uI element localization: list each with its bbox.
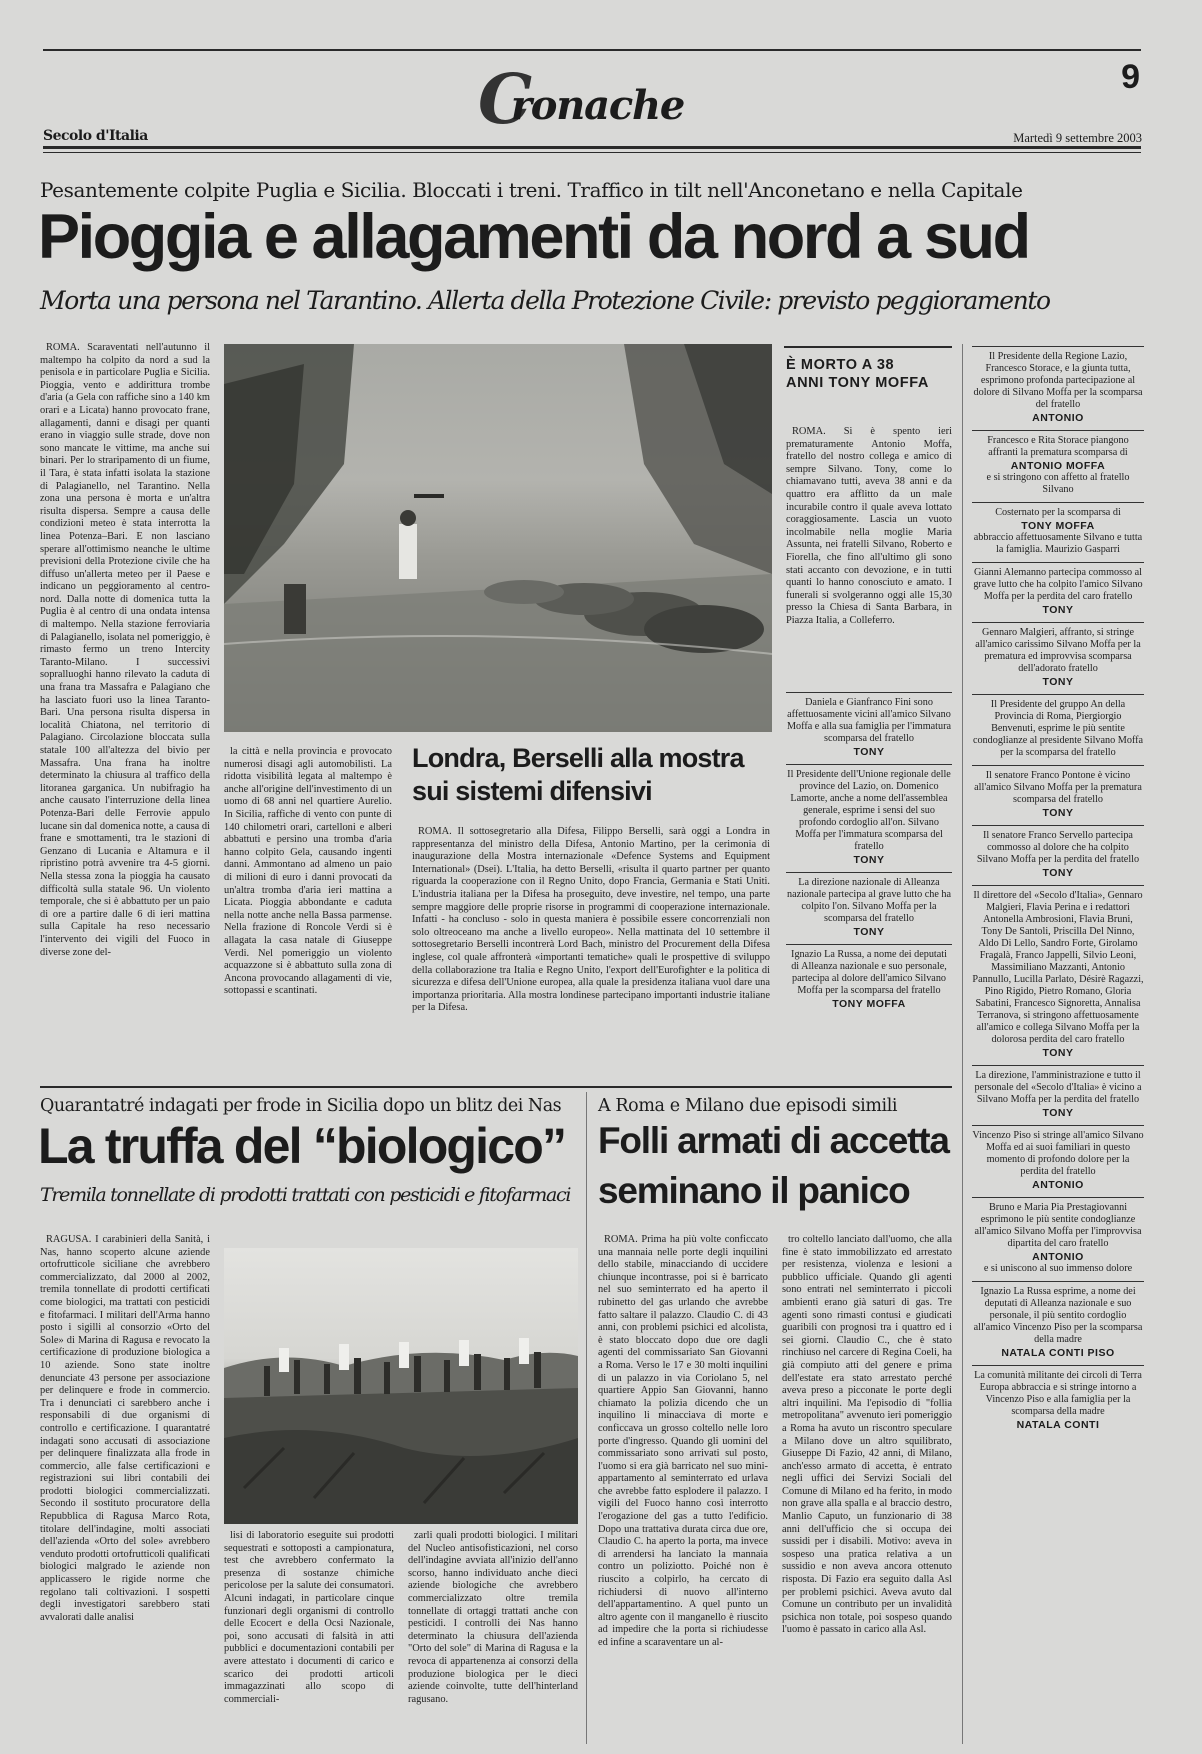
condolence-item: Francesco e Rita Storace piangono affranti la prematura scomparsa di ANTONIO MOFFA e si stringono con affetto al fratello Silvano (972, 430, 1144, 496)
condolence-item: Ignazio La Russa esprime, a nome dei deputati di Alleanza nazionale e suo personale, il più sentito cordoglio all'amico Vincenzo Piso per la scomparsa della madre NATALA CONTI PISO (972, 1281, 1144, 1359)
bio-kicker: Quarantatré indagati per frode in Sicilia dopo un blitz dei Nas (40, 1096, 562, 1116)
crowd-photo (224, 1248, 578, 1524)
london-text: ROMA. Il sottosegretario alla Difesa, Filippo Berselli, sarà oggi a Londra in rappresentanza del ministro della Difesa, Antonio Martino, per la cerimonia di inaugurazione della Mostra internazionale «Defence Systems and Equipment International» (Dsei). L'Italia, ha detto Berselli, «risulta il quarto partner per quanto riguarda la cooperazione con il Regno Unito, dopo Francia, Germania e Stati Uniti. L'industria italiana per la Difesa ha proseguito, deve investire, nel tempo, una parte sempre maggiore delle proprie risorse in programmi di cooperazione internazionale. Infatti - ha concluso - solo in questa maniera è possibile essere concorrenziali non solo oltreoceano ma anche a livello europeo». Nella mattinata del 10 settembre il sottosegretario Berselli incontrerà Lord Bach, ministro del Procurement della Difesa inglese, col quale affronterà «importanti tematiche» quali le prospettive di sviluppo della collaborazione tra Italia e Regno Unito, l'export dell'Eurofighter e la politica di sicurezza e difesa dell'Unione europea, alla quale la presidenza italiana vuol dare una importanza prioritaria. Alla mostra londinese partecipano importanti industrie italiane per la Difesa. (412, 826, 770, 1014)
main-col-1 (40, 342, 210, 1072)
folli-headline: Folli armati di accetta seminano il panico (598, 1120, 949, 1211)
moffa-text: ROMA. Si è spento ieri prematuramente Antonio Moffa, fratello del nostro collega e amico di sempre Silvano. Tony, come lo chiamavano tutti, aveva 38 anni e da quattro era afflitto da un male incurabile contro il quale aveva lottato coraggiosamente. Lascia un vuoto incolmabile nella moglie Maria Assunta, nei fratelli Silvano, Roberto e Fiorella, che fino all'ultimo gli sono stati accanto con devozione, e in tutti quanti lo hanno conosciuto e amato. I funerali si svolgeranno oggi alle 15,30 presso la Chiesa di Santa Barbara, in Piazza Italia, a Colleferro. (786, 426, 952, 626)
main-col-2 (224, 746, 392, 1072)
column-divider (962, 344, 963, 1744)
flood-photo-graphic (224, 344, 772, 732)
condolence-item: Il senatore Franco Pontone è vicino all'amico Silvano Moffa per la prematura scomparsa del fratello TONY (972, 765, 1144, 819)
main-subhead: Morta una persona nel Tarantino. Allerta della Protezione Civile: previsto peggioramento (40, 286, 1050, 315)
condolence-item: Costernato per la scomparsa di TONY MOFFA abbraccio affettuosamente Silvano e tutta la famiglia. Maurizio Gasparri (972, 502, 1144, 556)
main-kicker: Pesantemente colpite Puglia e Sicilia. Bloccati i treni. Traffico in tilt nell'Anconetano e nella Capitale (40, 178, 1023, 202)
london-body (412, 826, 770, 1072)
condolence-item: Il senatore Franco Servello partecipa commosso al dolore che ha colpito Silvano Moffa per la perdita del fratello TONY (972, 825, 1144, 879)
condolence-item: Il Presidente del gruppo An della Provincia di Roma, Piergiorgio Benvenuti, esprime le più sentite condoglianze al presidente Silvano Moffa per la scomparsa del fratello (972, 694, 1144, 759)
crowd-photo-graphic (224, 1248, 578, 1524)
masthead-rule-thin (43, 152, 1141, 153)
bio-col-1 (40, 1234, 210, 1744)
bio-col-2-text: lisi di laboratorio eseguite sui prodotti sequestrati e sottoposti a campionatura, test che avrebbero confermato la presenza di sostanze chimiche pericolose per la salute dei consumatori. Alcuni indagati, in particolare cinque funzionari degli organismi di controllo delle Ecocert e della Ocsi Nazionale, poi, sono accusati di falsità in atti pubblici e documentazioni contabili per avere attestato i documenti di carico e scarico dei prodotti articoli immagazzinati allo scopo di commerciali- (224, 1530, 394, 1705)
folli-col-2 (782, 1234, 952, 1744)
bio-subhead: Tremila tonnellate di prodotti trattati con pesticidi e fitofarmaci (40, 1184, 571, 1206)
condolence-item: Daniela e Gianfranco Fini sono affettuosamente vicini all'amico Silvano Moffa e alla sua famiglia per l'immatura scomparsa del fratello TONY (786, 692, 952, 758)
masthead-rule (43, 146, 1141, 149)
london-headline: Londra, Berselli alla mostra sui sistemi difensivi (412, 743, 744, 806)
condolence-item: La comunità militante dei circoli di Terra Europa abbraccia e si stringe intorno a Vincenzo Piso e alla famiglia per la scomparsa della madre NATALA CONTI (972, 1365, 1144, 1431)
condolence-item: La direzione nazionale di Alleanza nazionale partecipa al grave lutto che ha colpito l'on. Silvano Moffa per la scomparsa del fratello TONY (786, 872, 952, 938)
condolence-item: Gianni Alemanno partecipa commosso al grave lutto che ha colpito l'amico Silvano Moffa per la perdita del caro fratello TONY (972, 562, 1144, 616)
condolence-item: Gennaro Malgieri, affranto, si stringe all'amico carissimo Silvano Moffa per la prematura ed improvvisa scomparsa dell'adorato fratello TONY (972, 622, 1144, 688)
folli-col-1 (598, 1234, 768, 1744)
main-col-1-text: ROMA. Scaraventati nell'autunno il maltempo ha colpito da nord a sud la penisola e in particolare Puglia e Sicilia. Pioggia, vento e addirittura trombe d'aria (a Gela con raffiche sino a 140 km orari e a Licata) hanno provocato frane, allagamenti, danni e disagi per quanti erano in viaggio sulle strade, dove non sono mancate le vittime, ma anche sui binari. Per lo straripamento di un fiume, il Tara, è stata infatti isolata la stazione di Palagianello, nel Tarantino. Nella zona una persona è morta e un'altra risulta dispersa. Sempre a causa delle condizioni meteo è stata interrotta la linea Potenza–Bari. E non lasciano sperare all'ottimismo neanche le ultime previsioni della Protezione civile che ha diffuso un'allerta meteo per il Paese e indicano un peggioramento al centro-nord. Dalla notte di domenica tutta la Puglia è al centro di una ondata intensa di maltempo. Nella stazione ferroviaria di Palagianello, isolata nel pomeriggio, è rimasto fermo un treno Intercity Taranto-Milano. I successivi sopralluoghi hanno rilevato la caduta di una frana tra Massafra e Palagiano che ha lasciato fuori uso la linea Taranto-Bari. Una persona risulta dispersa in località Chiatona, nel territorio di Palagiano. Circolazione bloccata sulla statale 100 all'altezza del bivio per Massafra. Una frana ha inoltre determinato la chiusura al traffico della litoranea garganica. Un nubifragio ha anche causato l'interruzione della linea Potenza-Bari delle Ferrovie appulo lucane sin dal domenica notte, a causa di frane e smottamenti, tra le stazioni di Genzano di Lucania e Altamura e il ripristino potrà avvenire tra 4-5 giorni. Nella stessa zona la pioggia ha causato difficoltà sulla statale 96. Un violento temporale, che si è abbattuto per un paio di ore a partire dalle 6 di ieri mattina sulla Capitale ha reso necessario l'intervento dei vigili del Fuoco in diverse zone del- (40, 342, 210, 958)
condolence-item: Il Presidente dell'Unione regionale delle province del Lazio, on. Domenico Lamorte, anche a nome dell'assemblea generale, esprime i sensi del suo profondo cordoglio all'on. Silvano Moffa per l'immatura scomparsa del fratello TONY (786, 764, 952, 866)
lower-section-rule (40, 1086, 952, 1088)
main-col-2-text: la città e nella provincia e provocato numerosi disagi agli automobilisti. La ridotta visibilità legata al maltempo è anche all'origine dell'investimento di un uomo di 68 anni nel quartiere Aurelio. In Sicilia, raffiche di vento con punte di 140 chilometri orari, cartelloni e alberi abbattuti e persino una tromba d'aria hanno colpito Gela, causando ingenti danni. Ammontano ad almeno un paio di milioni di euro i danni provocati da un'altra tromba d'aria ieri mattina a Licata. Pioggia abbondante e caduta nella notte anche nella Bassa parmense. Nella frazione di Roncole Verdi si è allagata la casa natale di Giuseppe Verdi. Nel pomeriggio un violento acquazzone si è abbattuto sulla zona di Ancona provocando allagamenti di vie, sottopassi e scantinati. (224, 746, 392, 997)
section-initial: C (478, 60, 531, 140)
bio-col-3-text: zarli quali prodotti biologici. I militari del Nucleo antisofisticazioni, nel corso dell'indagine avviata all'inizio dell'anno scorso, hanno individuato anche dieci aziende biologiche che avrebbero commercializzato oltre tremila tonnellate di ortaggi trattati anche con pesticidi. I controlli dei Nas hanno determinato la chiusura dell'azienda "Orto del sole" di Marina di Ragusa e la revoca di appartenenza ai consorzi della produzione biologica per le dieci aziende coinvolte, tutte dell'hinterland ragusano. (408, 1530, 578, 1705)
main-headline: Pioggia e allagamenti da nord a sud (38, 202, 1029, 272)
moffa-body (786, 426, 952, 688)
moffa-rule (784, 346, 952, 348)
bio-col-3 (408, 1530, 578, 1744)
flood-photo (224, 344, 772, 732)
condolences-right (972, 346, 1144, 1744)
bio-col-2 (224, 1530, 394, 1744)
paper-name: Secolo d'Italia (43, 128, 148, 144)
section-title (478, 60, 685, 140)
moffa-headline: È MORTO A 38 ANNI TONY MOFFA (786, 357, 929, 391)
condolence-item: Bruno e Maria Pia Prestagiovanni esprimono le più sentite condoglianze all'amico Silvano Moffa per l'improvvisa dipartita del caro fratello ANTONIO e si uniscono al suo immenso dolore (972, 1197, 1144, 1275)
page-number: 9 (1121, 58, 1140, 96)
issue-date: Martedì 9 settembre 2003 (1013, 131, 1142, 145)
condolences-middle (786, 692, 952, 1072)
bio-headline: La truffa del “biologico” (38, 1118, 566, 1174)
section-name: ronache (510, 82, 685, 129)
condolence-item: Vincenzo Piso si stringe all'amico Silvano Moffa ed ai suoi familiari in questo momento di profondo dolore per la perdita del fratello ANTONIO (972, 1125, 1144, 1191)
folli-col-1-text: ROMA. Prima ha più volte conficcato una mannaia nelle porte degli inquilini dello stabile, minacciando di uccidere chiunque incontrasse, poi si è barricato nel suo seminterrato ed ha aperto il rubinetto del gas urlando che avrebbe fatto saltare il palazzo. Claudio C. di 43 anni, con problemi psichici ed alcolista, è stato bloccato dopo due ore dagli agenti del commissariato San Giovanni a Roma. Verso le 17 e 30 molti inquilini di un palazzo in via Coriolano 5, nel quartiere Appio San Giovanni, hanno chiamato la polizia dicendo che un inquilino li minacciava di morte e conficcava un grosso coltello nelle loro porte d'ingresso. Quando gli uomini del commissariato sono arrivati sul posto, l'uomo si era già barricato nel suo mini-appartamento al seminterrato ed urlava che avrebbe fatto esplodere il palazzo. I vigili del Fuoco hanno così interrotto l'erogazione del gas a tutto l'edificio. Dopo una trattativa durata circa due ore, Claudio C. ha aperto la porta, ma invece di arrendersi ha lanciato la mannaia contro un poliziotto. Poiché non è riuscito a colpirlo, ha cercato di richiudersi di nuovo all'interno dell'appartamentino. A quel punto un altro agente con il manganello è riuscito ad impedire che la porta si richiudesse ed infine a scaraventare un al- (598, 1234, 768, 1648)
bio-col-1-text: RAGUSA. I carabinieri della Sanità, i Nas, hanno scoperto alcune aziende ortofrutticole siciliane che avrebbero commercializzato, dal 2000 al 2002, tremila tonnellate di prodotti certificati come biologici, ma trattati con pesticidi e fitofarmaci. I militari dell'Arma hanno posto i sigilli al consorzio «Orto del Sole» di Marina di Ragusa e revocato la certificazione di produzione biologica a 10 aziende. Sono state inoltre denunciate 43 persone per associazione per delinquere e frode in commercio. Tra i denunciati ci sarebbero anche i responsabili di due organismi di controllo e certificazione. I quarantatré indagati sono accusati di associazione per delinquere finalizzata alla frode in commercio, alle false certificazioni e registrazioni sui libri contabili dei prodotti biologici commercializzati. Secondo il sostituto procuratore della Repubblica di Ragusa Marco Rota, titolare dell'indagine, molti associati dell'azienda «Orto del sole» avrebbero venduto prodotti ortofrutticoli qualificati biologici malgrado le aziende non applicassero le rigide norme che regolano tali coltivazioni. I sospetti degli investigatori sarebbero stati avvalorati dalle analisi (40, 1234, 210, 1623)
condolence-item: Il Presidente della Regione Lazio, Francesco Storace, e la giunta tutta, esprimono profonda partecipazione al dolore di Silvano Moffa per la scomparsa del fratello ANTONIO (972, 346, 1144, 424)
top-rule (43, 49, 1141, 51)
folli-kicker: A Roma e Milano due episodi simili (598, 1096, 898, 1116)
condolence-item: Ignazio La Russa, a nome dei deputati di Alleanza nazionale e suo personale, partecipa al dolore dell'amico Silvano Moffa per la scomparsa del fratello TONY MOFFA (786, 944, 952, 1010)
condolence-item: Il direttore del «Secolo d'Italia», Gennaro Malgieri, Flavia Perina e i redattori Antonella Ambrosioni, Flavia Bruni, Tony De Santoli, Priscilla Del Ninno, Aldo Di Lello, Sandro Forte, Girolamo Fragalà, Franco Jappelli, Silvio Leoni, Massimiliano Mazzanti, Antonio Pannullo, Lucilla Parlato, Désirè Ragazzi, Pino Rigido, Pietro Romano, Gloria Sabatini, Francesco Signoretta, Annalisa Terranova, si stringono affettuosamente all'amico e collega Silvano Moffa per la dolorosa perdita del caro fratello TONY (972, 885, 1144, 1059)
folli-col-2-text: tro coltello lanciato dall'uomo, che alla fine è stato immobilizzato ed arrestato per resistenza, violenza e lesioni a pubblico ufficiale. Quando gli agenti sono entrati nel seminterrato i piccoli ambienti erano già saturi di gas. Tre agenti sono rimasti contusi e giudicati guaribili con prognosi tra i quattro ed i sei giorni. Claudio C., che è stato rinchiuso nel carcere di Regina Coeli, ha già compiuto atti del genere e prima dell'estate era stato arrestato perché aveva preso a picconate le porte degli altri inquilini. Ma l'episodio di "follia metropolitana" avvenuto ieri pomeriggio a Roma ha avuto un riscontro speculare a Milano dove un altro squilibrato, Giuseppe Di Fazio, 42 anni, di Milano, anch'esso armato di accetta, è entrato negli uffici dei Servizi Sociali del Comune di Milano ed ha ferito, in modo non grave alla spalla e al braccio destro, Manlio Caputo, un funzionario di 38 anni dell'ufficio che si occupa dei sussidi per i disabili. Motivo: aveva in sospeso una pratica relativa a un sussidio e non aveva ancora ottenuto risposta. Di Fazio era seguito dalla Asl per problemi psichici. Aveva avuto dal Comune un contributo per un invalidità psichica non totale, poi sospeso quando l'uomo è passato in carico alla Asl. (782, 1234, 952, 1636)
condolence-item: La direzione, l'amministrazione e tutto il personale del «Secolo d'Italia» è vicino a Silvano Moffa per la perdita del fratello TONY (972, 1065, 1144, 1119)
